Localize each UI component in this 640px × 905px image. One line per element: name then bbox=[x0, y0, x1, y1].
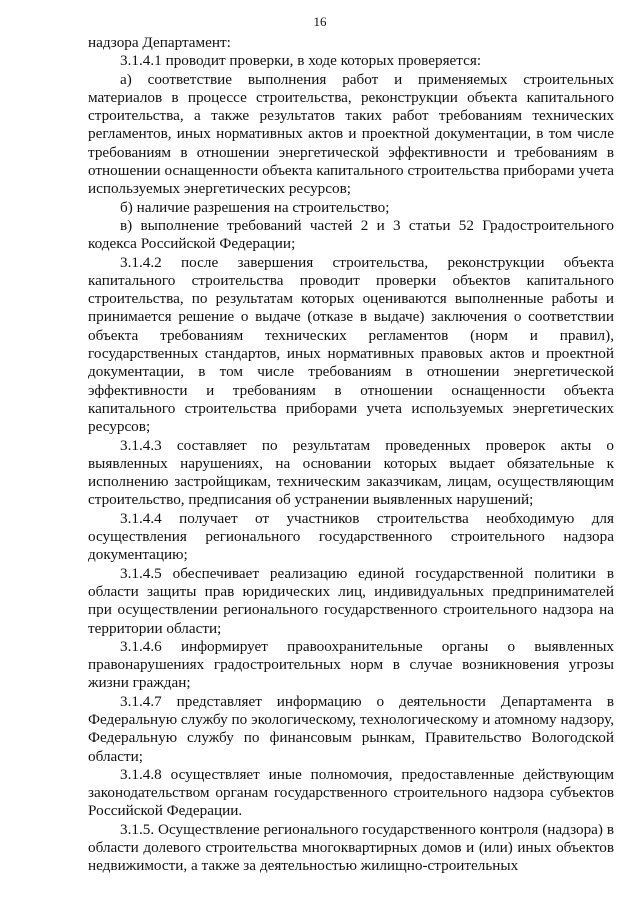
paragraph-3-1-4-5: 3.1.4.5 обеспечивает реализацию единой государственной политики в области защиты прав юридических лиц, индивидуальных предпринимателей при осуществлении регионального государственного строительного надзора на территории области; bbox=[88, 564, 614, 637]
paragraph-3-1-4-1: 3.1.4.1 проводит проверки, в ходе которых проверяется: bbox=[120, 52, 482, 70]
paragraph-continuation: надзора Департамент: bbox=[88, 34, 231, 51]
paragraph-item-a: а) соответствие выполнения работ и применяемых строительных материалов в процессе строительства, реконструкции объекта капитального строительства, а также результатов таких работ требованиям технических регламентов, иных нормативных актов и проектной документации, в том числе требованиям в отношении энергетической эффективности и требованиям в отношении оснащенности объекта капитального строительства приборами учета используемых энергетических ресурсов; bbox=[88, 70, 614, 198]
paragraph-3-1-4-8: 3.1.4.8 осуществляет иные полномочия, предоставленные действующим законодательством органам государственного строительного надзора субъектов Российской Федерации. bbox=[88, 765, 614, 820]
paragraph-3-1-4-4: 3.1.4.4 получает от участников строительства необходимую для осуществления регионального государственного строительного надзора документацию; bbox=[88, 509, 614, 564]
paragraph-3-1-5: 3.1.5. Осуществление регионального государственного контроля (надзора) в области долевого строительства многоквартирных домов и (или) иных объектов недвижимости, а также за деятельностью жилищно-строительных bbox=[88, 820, 614, 875]
paragraph-3-1-4-2: 3.1.4.2 после завершения строительства, реконструкции объекта капитального строительства проводит проверки объектов капитального строительства, по результатам которых оцениваются выполненные работы и принимается решение о выдаче (отказе в выдаче) заключения о соответствии объекта требованиям технических регламентов (норм и правил), государственных стандартов, иных нормативных правовых актов и проектной документации, в том числе требованиям в отношении энергетической эффективности и требованиям в отношении оснащенности объекта капитального строительства приборами учета используемых энергетических ресурсов; bbox=[88, 253, 614, 436]
paragraph-3-1-4-3: 3.1.4.3 составляет по результатам проведенных проверок акты о выявленных нарушениях, на основании которых выдает обязательные к исполнению застройщикам, техническим заказчикам, лицам, осуществляющим строительство, предписания об устранении выявленных нарушений; bbox=[88, 436, 614, 509]
page-number: 16 bbox=[313, 14, 327, 29]
paragraph-3-1-4-7: 3.1.4.7 представляет информацию о деятельности Департамента в Федеральную службу по экологическому, технологическому и атомному надзору, Федеральную службу по финансовым рынкам, Правительство Вологодской области; bbox=[88, 692, 614, 765]
document-body bbox=[88, 34, 614, 876]
paragraph-item-b: б) наличие разрешения на строительство; bbox=[120, 198, 390, 216]
paragraph-3-1-4-6: 3.1.4.6 информирует правоохранительные органы о выявленных правонарушениях градостроительных норм в случае возникновения угрозы жизни граждан; bbox=[88, 637, 614, 692]
paragraph-item-v: в) выполнение требований частей 2 и 3 статьи 52 Градостроительного кодекса Российской Федерации; bbox=[88, 216, 614, 253]
